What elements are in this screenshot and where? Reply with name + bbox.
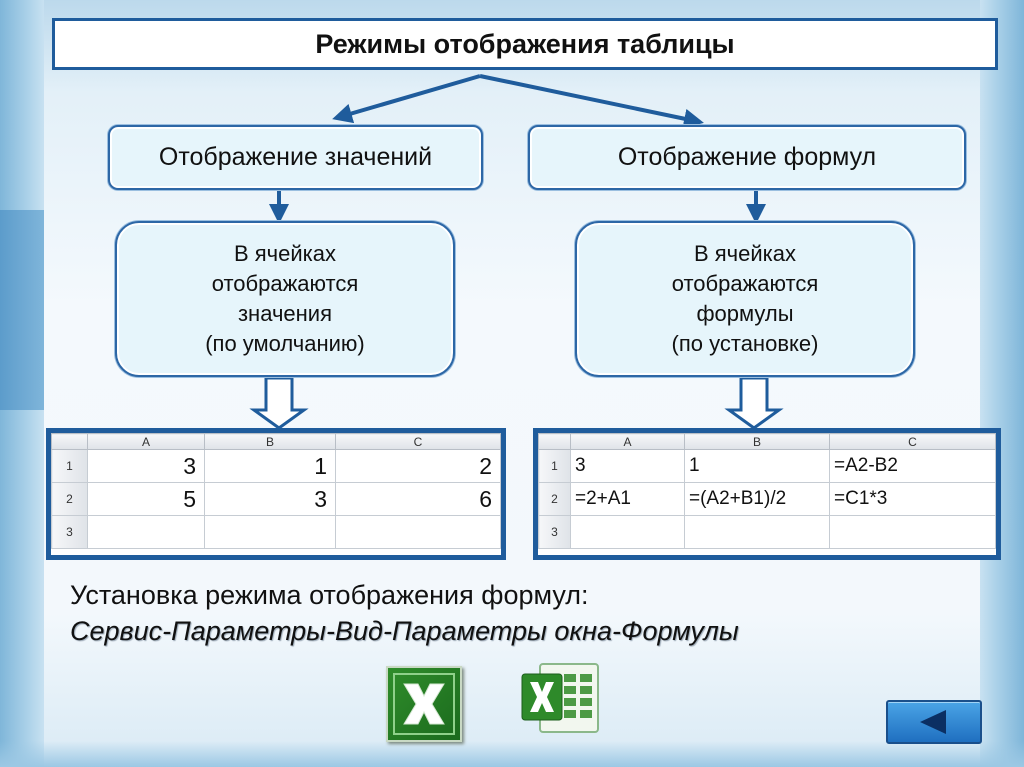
cell-c2: 6 [336,483,501,516]
cell-b2: =(A2+B1)/2 [685,483,830,516]
formulas-description-box [575,221,915,377]
values-desc-line: отображаются [211,271,359,296]
column-header: C [830,434,996,450]
cell-b3 [205,516,336,549]
back-arrow-icon [912,708,956,736]
column-header: C [336,434,501,450]
cell-a3 [571,516,685,549]
cell-a1: 3 [571,450,685,483]
column-header: B [205,434,336,450]
row-header: 2 [52,483,88,516]
excel-2007-icon[interactable] [518,660,602,738]
caption-text: Установка режима отображения формул: [70,580,589,610]
table-row [539,516,996,549]
cell-a2: 5 [88,483,205,516]
excel-2003-icon[interactable] [386,666,462,742]
column-header: B [685,434,830,450]
back-button[interactable] [886,700,982,744]
formulas-desc-line: отображаются [671,271,819,296]
column-header: A [88,434,205,450]
cell-c2: =C1*3 [830,483,996,516]
row-header: 1 [52,450,88,483]
cell-a3 [88,516,205,549]
cell-c3 [336,516,501,549]
values-spreadsheet [46,428,506,560]
table-row [539,450,996,483]
cell-b1: 1 [205,450,336,483]
cell-b1: 1 [685,450,830,483]
row-header: 1 [539,450,571,483]
values-description-box [115,221,455,377]
cell-c1: =A2-B2 [830,450,996,483]
table-row [52,450,501,483]
values-desc-line: В ячейках [233,241,337,266]
row-header: 2 [539,483,571,516]
corner-cell [539,434,571,450]
cell-b3 [685,516,830,549]
arrow-title-to-values [336,76,480,118]
values-desc-line: (по умолчанию) [205,331,365,356]
mode-values-box [108,125,483,190]
mode-values-label: Отображение значений [158,143,433,171]
hollow-arrow-values [254,378,304,428]
hollow-arrow-formulas [729,378,779,428]
values-desc-line: значения [237,301,333,326]
page-title: Режимы отображения таблицы [52,18,998,70]
row-header: 3 [52,516,88,549]
table-row [539,483,996,516]
column-header: A [571,434,685,450]
cell-b2: 3 [205,483,336,516]
cell-a2: =2+A1 [571,483,685,516]
mode-formulas-label: Отображение формул [617,143,877,171]
arrow-title-to-formulas [480,76,700,122]
table-row [52,516,501,549]
mode-formulas-box [528,125,966,190]
row-header: 3 [539,516,571,549]
corner-cell [52,434,88,450]
menu-path-text: Сервис-Параметры-Вид-Параметры окна-Формулы [70,616,739,646]
formulas-desc-line: В ячейках [693,241,797,266]
cell-c1: 2 [336,450,501,483]
formulas-desc-line: (по установке) [671,331,819,356]
formulas-desc-line: формулы [696,301,794,326]
cell-a1: 3 [88,450,205,483]
formulas-spreadsheet [533,428,1001,560]
cell-c3 [830,516,996,549]
table-row [52,483,501,516]
